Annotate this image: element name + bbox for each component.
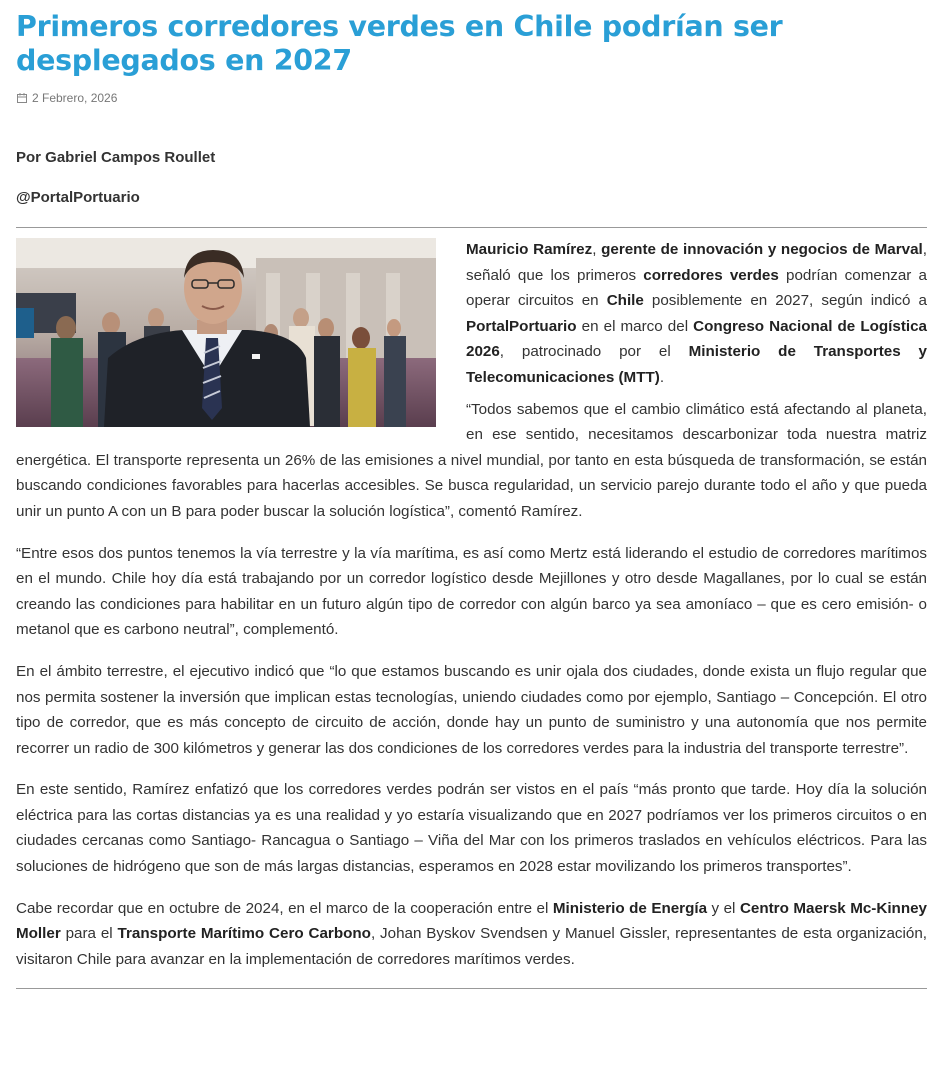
paragraph-6 [16, 896, 927, 973]
p1-role: gerente de innovación y negocios de Marval [601, 241, 923, 258]
p1-text: posiblemente en 2027, según indicó a [643, 292, 927, 310]
paragraph-5: En este sentido, Ramírez enfatizó que los corredores verdes podrán ser vistos en el país “más pronto que tarde. Hoy día la solución eléctrica para las cortas distancias ya es una realidad y yo estaría visualizando que en 2027 podríamos ver los primeros circuitos o en ciudades cercanas como Santiago- Rancagua o Santiago – Viña del Mar con los primeros traslados en vehículos eléctricos. Para las soluciones de hidrógeno que son de más largas distancias, esperamos en 2028 estar movilizando los primeros transportes”. [16, 781, 927, 876]
p6-text: para el [60, 925, 118, 943]
paragraph-4: En el ámbito terrestre, el ejecutivo indicó que “lo que estamos buscando es unir ojala dos ciudades, donde exista un flujo regular que nos permita sostener la inversión que implican estas tecnologías, uniendo ciudades como por ejemplo, Santiago – Concepción. El otro tipo de corredor, que es más concepto de circuito de acción, donde hay un punto de suministro y una autonomía que nos permite recorrer un radio de 300 kilómetros y generar las dos condiciones de los corredores verdes para la industria del transporte terrestre”. [16, 662, 927, 757]
p1-keyword: corredores verdes [643, 266, 779, 284]
paragraph-2: “Todos sabemos que el cambio climático está afectando al planeta, en ese sentido, necesitamos descarbonizar toda nuestra matriz energética. El transporte representa un 26% de las emisiones a nivel mundial, por tanto en esta búsqueda de transformación, se están buscando condiciones favorables para hacerlas accesibles. Se busca regularidad, un servicio parejo durante todo el año y que pueda unir un punto A con un B para poder buscar la solución logística”, comentó Ramírez. [16, 400, 927, 520]
p6-ministry: Ministerio de Energía [552, 899, 708, 917]
divider-bottom [16, 988, 927, 989]
p1-country: Chile [606, 292, 644, 310]
p6-text: , Johan Byskov Svendsen y Manuel Gissler, representantes de esta organización, visitaron Chile para avanzar en la implementación de corredores marítimos verdes. [16, 925, 927, 968]
article-body [16, 228, 927, 972]
p6-program: Transporte Marítimo Cero Carbono [117, 925, 371, 943]
author-byline: Por Gabriel Campos Roullet [16, 149, 216, 166]
p6-center: Centro Maersk Mc-Kinney Moller [16, 899, 928, 943]
p1-ministry: Ministerio de Transportes y Telecomunicaciones (MTT) [466, 343, 927, 386]
p1-event: Congreso Nacional de Logística 2026 [466, 317, 927, 361]
p1-text: podrían comenzar a operar circuitos en [466, 266, 927, 310]
p1-text: , [592, 241, 602, 258]
p1-name: Mauricio Ramírez [466, 241, 593, 258]
article-meta [16, 90, 927, 106]
calendar-icon [16, 92, 28, 104]
publish-date: 2 Febrero, 2026 [32, 91, 118, 105]
p6-text: y el [707, 899, 740, 917]
p1-text: en el marco del [576, 317, 694, 335]
p1-outlet: PortalPortuario [466, 317, 577, 335]
article [16, 10, 927, 989]
p1-text: , señaló que los primeros [466, 241, 927, 284]
paragraph-3: “Entre esos dos puntos tenemos la vía terrestre y la vía marítima, es así como Mertz está liderando el estudio de corredores marítimos en el mundo. Chile hoy día está trabajando por un corredor logístico desde Mejillones y otro desde Magallanes, por lo cual se están creando las condiciones para habilitar en un futuro algún tipo de corredor con algún barco ya sea amoníaco – que es cero emisión- o metanol que es carbono neutral”, complementó. [16, 544, 927, 639]
article-title: Primeros corredores verdes en Chile podrían ser desplegados en 2027 [16, 10, 783, 77]
p1-text: , patrocinado por el [499, 343, 689, 361]
article-photo [16, 238, 436, 427]
author-handle: @PortalPortuario [16, 189, 140, 206]
p1-text: . [659, 368, 665, 386]
p6-text: Cabe recordar que en octubre de 2024, en el marco de la cooperación entre el [16, 899, 553, 917]
